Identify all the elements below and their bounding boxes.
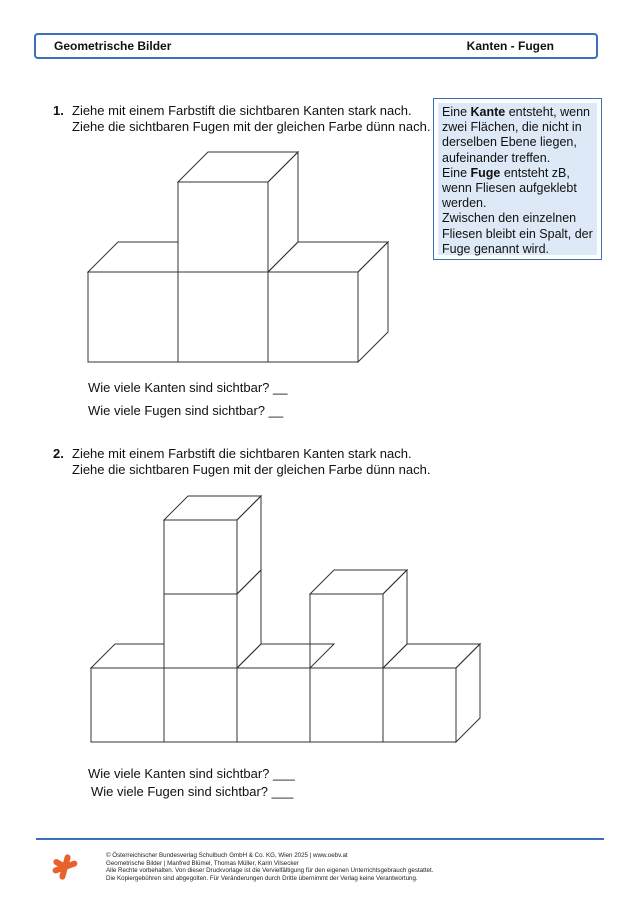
task2-line2: Ziehe die sichtbaren Fugen mit der gleichen Farbe dünn nach. [72, 462, 431, 477]
footer-copyright [106, 852, 433, 882]
task1-line1: Ziehe mit einem Farbstift die sichtbaren Kanten stark nach. [72, 103, 412, 118]
info-text: Eine [442, 165, 471, 180]
figure1-cubes [88, 152, 388, 362]
task2-instructions [72, 446, 430, 478]
info-text: entsteht zB, wenn Fliesen aufgeklebt werden. [442, 165, 577, 211]
task1-number: 1. [53, 103, 64, 118]
info-term-kante: Kante [470, 105, 506, 119]
header-left-title: Geometrische Bilder [54, 39, 172, 53]
task1-line2: Ziehe die sichtbaren Fugen mit der gleichen Farbe dünn nach. [72, 119, 431, 134]
footer-line: © Österreichischer Bundesverlag Schulbuch GmbH & Co. KG, Wien 2025 | www.oebv.at [106, 852, 348, 859]
footer-line: Alle Rechte vorbehalten. Von dieser Druckvorlage ist die Vervielfältigung für den eigenen Unterrichtsgebrauch gestattet. [106, 867, 434, 875]
task1-question-kanten: Wie viele Kanten sind sichtbar? __ [88, 380, 288, 395]
info-text: Eine [442, 105, 471, 119]
task2-number: 2. [53, 446, 64, 461]
footer-divider [36, 838, 604, 840]
task1-question-fugen: Wie viele Fugen sind sichtbar? __ [88, 403, 284, 418]
oebv-star-logo-icon [51, 852, 79, 882]
footer-line: Geometrische Bilder | Manfred Blümel, Thomas Müller, Karin Vilsecker [106, 859, 299, 867]
task2-question-fugen: Wie viele Fugen sind sichtbar? ___ [91, 784, 294, 799]
header-right-title: Kanten - Fugen [466, 39, 554, 53]
info-term-fuge: Fuge [470, 165, 501, 180]
figure2-cubes [91, 496, 480, 742]
task2-line1: Ziehe mit einem Farbstift die sichtbaren Kanten stark nach. [72, 446, 412, 461]
footer-line: Die Kopiergebühren sind abgegolten. Für Veränderungen durch Dritte übernimmt der Verlag keine Verantwortung. [106, 874, 418, 882]
task2-question-kanten: Wie viele Kanten sind sichtbar? ___ [88, 766, 295, 781]
info-text: entsteht, wenn zwei Flächen, die nicht in derselben Ebene liegen, aufeinander treffen. [442, 105, 591, 165]
info-text: Zwischen den einzelnen Fliesen bleibt ein Spalt, der Fuge genannt wird. [442, 211, 593, 256]
